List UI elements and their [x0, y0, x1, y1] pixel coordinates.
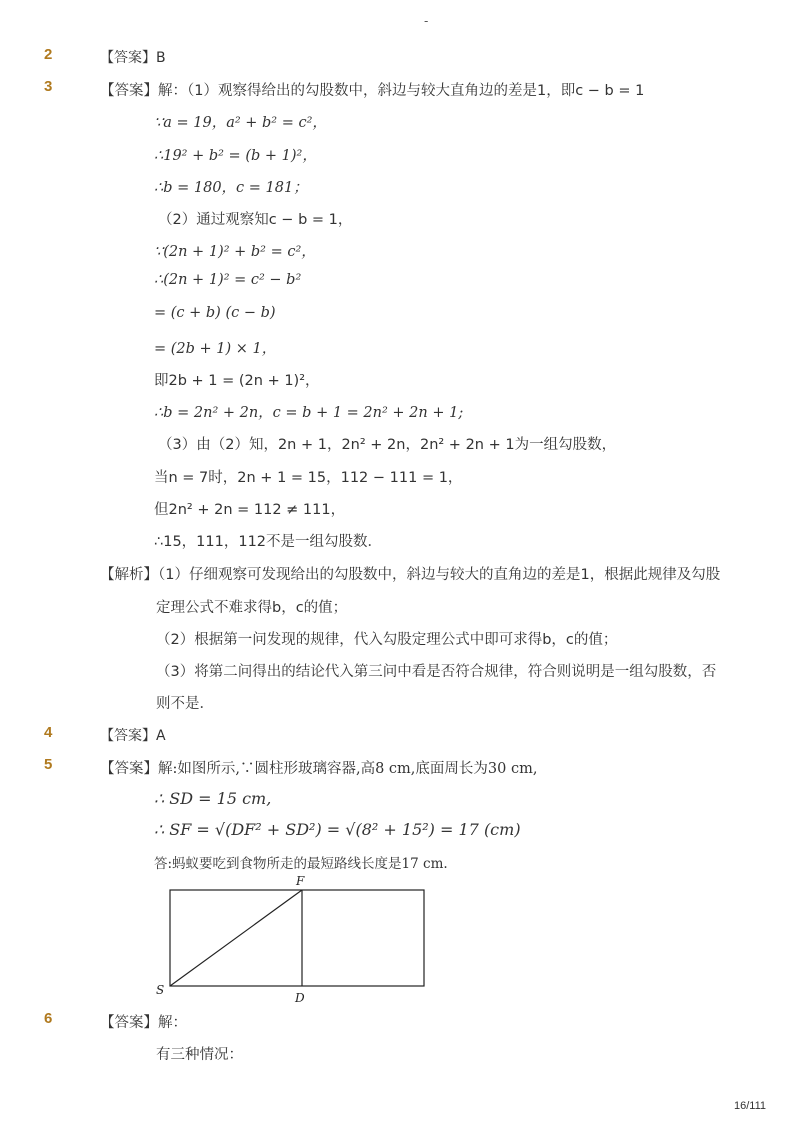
segment-sf	[170, 890, 302, 986]
answer-label: 【答案】	[100, 83, 158, 99]
analysis-block	[100, 563, 720, 584]
solution-line: 但2n² + 2n = 112 ≠ 111，	[154, 502, 346, 518]
analysis-line: （2）根据第一问发现的规律，代入勾股定理公式中即可求得b，c的值；	[156, 632, 618, 648]
page-number: 16/111	[733, 1100, 766, 1112]
question-number-4: 4	[44, 724, 53, 741]
answer-value: A	[156, 728, 166, 744]
answer-value: B	[156, 50, 166, 66]
unfolded-rectangle	[170, 890, 424, 986]
cylinder-unfold-diagram	[150, 870, 440, 1010]
solution-line: ∴15，111，112不是一组勾股数．	[154, 534, 383, 550]
label-d: D	[295, 991, 305, 1005]
analysis-line: 定理公式不难求得b，c的值；	[156, 600, 348, 616]
solution-line: 当n = 7时，2n + 1 = 15，112 − 111 = 1，	[154, 470, 463, 486]
answer-tag-5	[100, 757, 537, 778]
label-s: S	[156, 983, 165, 997]
solution-line: 解：	[158, 1015, 187, 1031]
solution-line: 解:如图所示,∵圆柱形玻璃容器,高8 cm,底面周长为30 cm,	[158, 761, 538, 777]
analysis-line: 则不是．	[156, 696, 214, 712]
answer-label: 【答案】	[100, 1015, 158, 1031]
answer-label: 【答案】	[100, 728, 156, 744]
analysis-line: （3）将第二问得出的结论代入第三问中看是否符合规律，符合则说明是一组勾股数，否	[156, 664, 717, 680]
question-number-5: 5	[44, 756, 53, 773]
solution-line: 有三种情况：	[156, 1047, 243, 1063]
solution-line: （2）通过观察知c − b = 1，	[158, 212, 353, 228]
answer-tag-4	[100, 725, 166, 745]
solution-line: 即2b + 1 = (2n + 1)²，	[154, 373, 320, 389]
answer-tag-3	[100, 79, 644, 100]
analysis-label: 【解析】	[100, 567, 158, 583]
header-mark: -	[424, 14, 429, 28]
solution-line: ∴19² + b² = (b + 1)²，	[154, 148, 317, 164]
solution-line: ∴(2n + 1)² = c² − b²	[154, 272, 302, 288]
solution-line: ∴ SD = 15 cm,	[154, 789, 272, 808]
answer-label: 【答案】	[100, 50, 156, 66]
solution-line: ∴b = 180，c = 181；	[154, 180, 308, 196]
question-number-2: 2	[44, 46, 53, 63]
solution-line: ∴ SF = √(DF² + SD²) = √(8² + 15²) = 17 (cm)	[154, 820, 521, 839]
solution-line: 解：（1）观察得给出的勾股数中，斜边与较大直角边的差是1，即c − b = 1	[158, 83, 645, 99]
solution-line: ∵(2n + 1)² + b² = c²，	[154, 244, 316, 260]
solution-line: 答:蚂蚁要吃到食物所走的最短路线长度是17 cm.	[154, 856, 448, 872]
label-f: F	[296, 874, 305, 888]
solution-line: ∵a = 19，a² + b² = c²，	[154, 115, 327, 131]
answer-tag-2	[100, 47, 166, 67]
solution-line: = (2b + 1) × 1，	[154, 341, 277, 357]
solution-line: = (c + b) (c − b)	[154, 305, 276, 321]
answer-label: 【答案】	[100, 761, 158, 777]
solution-line: ∴b = 2n² + 2n，c = b + 1 = 2n² + 2n + 1;	[154, 405, 464, 421]
analysis-line: （1）仔细观察可发现给出的勾股数中，斜边与较大的直角边的差是1，根据此规律及勾股	[158, 567, 721, 583]
answer-tag-6	[100, 1011, 187, 1032]
question-number-6: 6	[44, 1010, 53, 1027]
solution-line: （3）由（2）知，2n + 1，2n² + 2n，2n² + 2n + 1为一组勾股数，	[158, 437, 617, 453]
question-number-3: 3	[44, 78, 53, 95]
